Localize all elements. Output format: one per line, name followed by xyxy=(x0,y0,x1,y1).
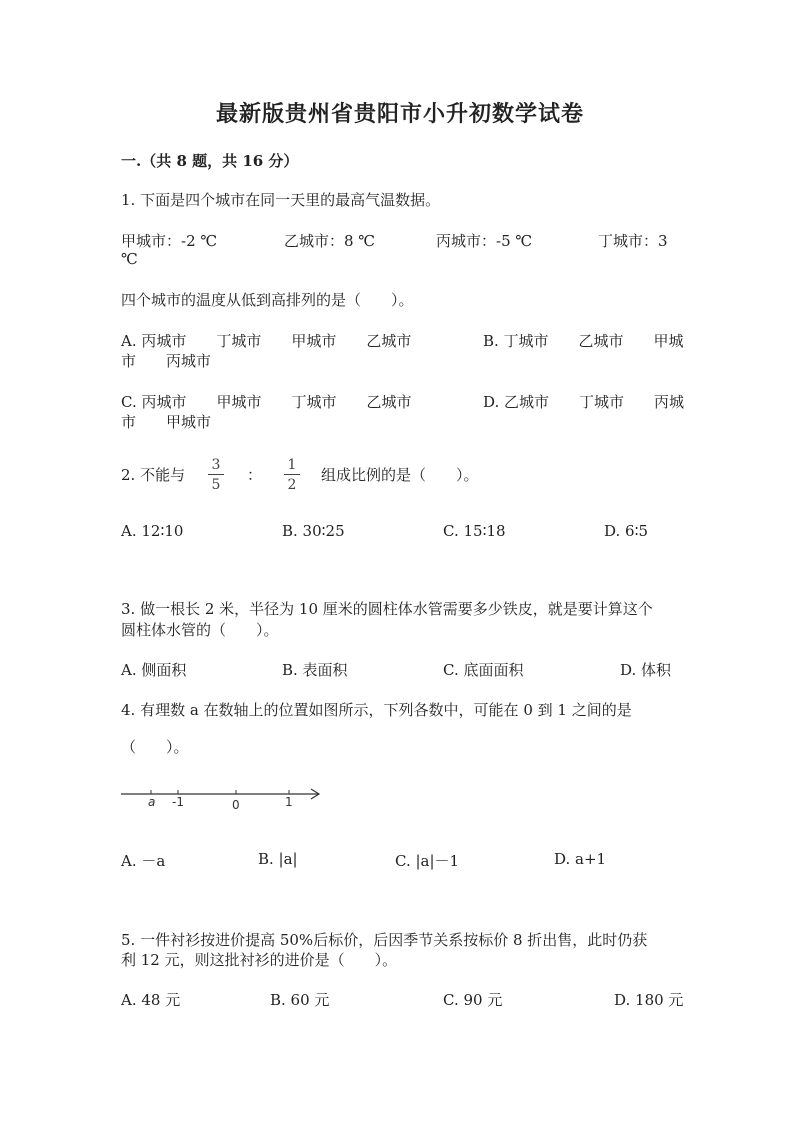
q2-fraction-2 xyxy=(284,457,300,493)
label-1: 1 xyxy=(285,795,293,809)
q2-colon: ： xyxy=(247,466,263,484)
number-line xyxy=(118,780,328,814)
q5-option-d: D. 180 元 xyxy=(614,991,684,1009)
q1-option-a: A. 丙城市 丁城市 甲城市 乙城市 xyxy=(121,332,412,350)
q1-option-c: C. 丙城市 甲城市 丁城市 乙城市 xyxy=(121,393,412,411)
q1-stem: 1. 下面是四个城市在同一天里的最高气温数据。 xyxy=(121,191,441,209)
q3-option-a: A. 侧面积 xyxy=(121,661,187,679)
q4-option-d: D. a+1 xyxy=(554,850,607,868)
q1-option-b-wrap: 市 丙城市 xyxy=(121,352,212,370)
label-0: 0 xyxy=(232,798,240,812)
q5-option-a: A. 48 元 xyxy=(121,991,181,1009)
label-a: a xyxy=(148,795,156,809)
q1-temp-jia: 甲城市：-2 ℃ xyxy=(121,232,218,250)
q1-ask: 四个城市的温度从低到高排列的是（ ）。 xyxy=(121,291,414,309)
q1-option-d-wrap: 市 甲城市 xyxy=(121,413,212,431)
q4-option-b: B. |a| xyxy=(258,850,298,868)
section-heading: 一.（共 8 题，共 16 分） xyxy=(121,152,299,170)
q3-line-2: 圆柱体水管的（ ）。 xyxy=(121,621,279,639)
page-title: 最新版贵州省贵阳市小升初数学试卷 xyxy=(215,101,584,127)
q2-prefix: 2. 不能与 xyxy=(121,466,186,484)
q1-option-d: D. 乙城市 丁城市 丙城 xyxy=(483,393,685,411)
q5-option-c: C. 90 元 xyxy=(443,991,503,1009)
q3-option-c: C. 底面面积 xyxy=(443,661,524,679)
q1-temp-bing: 丙城市：-5 ℃ xyxy=(436,232,533,250)
q1-temp-yi: 乙城市：8 ℃ xyxy=(284,232,376,250)
q2-fraction-2-numerator: 1 xyxy=(284,457,300,475)
q2-option-c: C. 15∶18 xyxy=(443,522,506,540)
q2-suffix: 组成比例的是（ ）。 xyxy=(321,466,479,484)
q4-line-1: 4. 有理数 a 在数轴上的位置如图所示，下列各数中，可能在 0 到 1 之间的是 xyxy=(121,701,632,719)
q5-line-1: 5. 一件衬衫按进价提高 50%后标价，后因季节关系按标价 8 折出售，此时仍获 xyxy=(121,931,648,949)
q2-fraction-2-denominator: 2 xyxy=(287,477,297,493)
q1-temp-unit-wrap: ℃ xyxy=(121,250,138,268)
q3-line-1: 3. 做一根长 2 米，半径为 10 厘米的圆柱体水管需要多少铁皮，就是要计算这个 xyxy=(121,600,653,618)
q2-fraction-1 xyxy=(208,457,224,493)
q3-option-b: B. 表面积 xyxy=(282,661,348,679)
q4-option-a: A. －a xyxy=(121,852,166,870)
q2-option-b: B. 30∶25 xyxy=(282,522,345,540)
q1-option-b: B. 丁城市 乙城市 甲城 xyxy=(483,332,684,350)
q5-option-b: B. 60 元 xyxy=(270,991,330,1009)
q4-option-c: C. |a|－1 xyxy=(395,852,460,870)
q2-fraction-1-numerator: 3 xyxy=(208,457,224,475)
q3-option-d: D. 体积 xyxy=(620,661,672,679)
label-minus-1: -1 xyxy=(172,795,184,809)
q4-line-2: （ ）。 xyxy=(121,738,189,756)
q2-option-d: D. 6∶5 xyxy=(604,522,649,540)
q2-fraction-1-denominator: 5 xyxy=(211,477,221,493)
q2-option-a: A. 12∶10 xyxy=(121,522,184,540)
q1-temp-ding: 丁城市：3 xyxy=(598,232,668,250)
q5-line-2: 利 12 元，则这批衬衫的进价是（ ）。 xyxy=(121,951,398,969)
